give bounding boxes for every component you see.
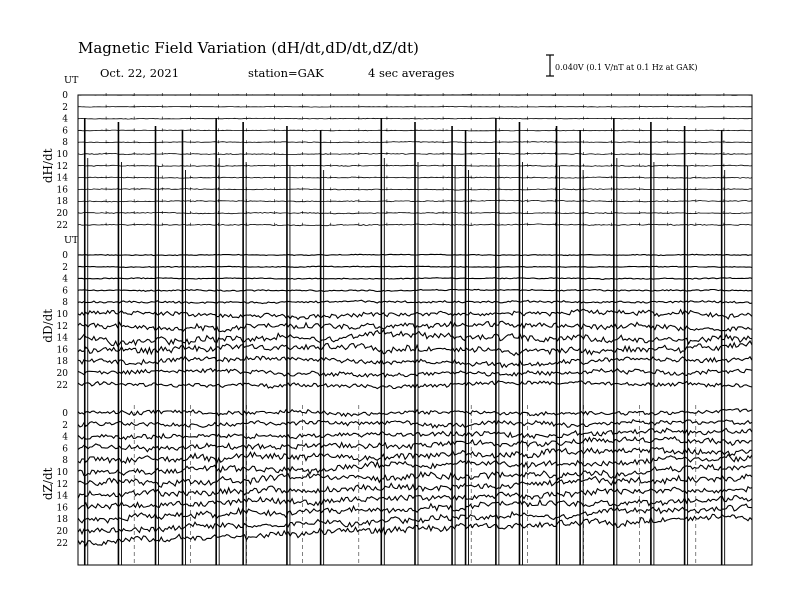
- scale-bar: [546, 55, 554, 76]
- row-hour-label: 18: [56, 197, 68, 208]
- row-hour-label: 2: [62, 102, 68, 113]
- row-hour-label: 14: [56, 333, 68, 344]
- row-hour-label: 6: [62, 444, 68, 455]
- calibration-spikes: [85, 118, 725, 565]
- row-hour-label: 12: [56, 479, 68, 490]
- panel-ylabel: dD/dt: [41, 308, 55, 343]
- station-label: station=GAK: [248, 66, 324, 80]
- panel-ylabel: dZ/dt: [41, 467, 55, 501]
- row-hour-label: 16: [56, 345, 68, 356]
- row-hour-label: 22: [56, 538, 68, 549]
- row-hour-label: 10: [56, 150, 68, 160]
- row-hour-label: 10: [56, 468, 68, 478]
- row-hour-label: 8: [62, 138, 68, 149]
- row-hour-label: 22: [56, 380, 68, 391]
- row-hour-label: 16: [56, 185, 68, 196]
- ut-label: UT: [64, 75, 79, 86]
- row-hour-label: 8: [62, 298, 68, 309]
- row-hour-label: 22: [56, 220, 68, 231]
- panel-ylabel: dH/dt: [41, 148, 55, 184]
- row-hour-label: 14: [56, 491, 68, 502]
- row-hour-label: 4: [62, 274, 68, 285]
- row-hour-label: 20: [56, 527, 68, 537]
- row-hour-label: 20: [56, 209, 68, 219]
- row-hour-label: 18: [56, 357, 68, 368]
- row-hour-label: 0: [62, 251, 68, 261]
- row-hour-label: 16: [56, 503, 68, 514]
- averaging-label: 4 sec averages: [368, 66, 455, 80]
- row-hour-label: 6: [62, 126, 68, 137]
- row-hour-label: 6: [62, 286, 68, 297]
- row-hour-label: 10: [56, 310, 68, 320]
- row-hour-label: 2: [62, 420, 68, 431]
- row-hour-label: 20: [56, 369, 68, 379]
- row-hour-label: 4: [62, 114, 68, 125]
- row-hour-label: 12: [56, 161, 68, 172]
- date-label: Oct. 22, 2021: [100, 66, 180, 80]
- row-hour-label: 2: [62, 262, 68, 273]
- row-hour-label: 14: [56, 173, 68, 184]
- scale-label: 0.040V (0.1 V/nT at 0.1 Hz at GAK): [555, 63, 698, 72]
- row-hour-label: 0: [62, 91, 68, 101]
- row-hour-label: 12: [56, 321, 68, 332]
- row-hour-label: 18: [56, 515, 68, 526]
- row-hour-label: 0: [62, 409, 68, 419]
- ut-label: UT: [64, 235, 79, 246]
- row-labels: [41, 75, 79, 549]
- chart-title: Magnetic Field Variation (dH/dt,dD/dt,dZ/dt): [78, 39, 419, 57]
- row-hour-label: 8: [62, 456, 68, 467]
- row-hour-label: 4: [62, 432, 68, 443]
